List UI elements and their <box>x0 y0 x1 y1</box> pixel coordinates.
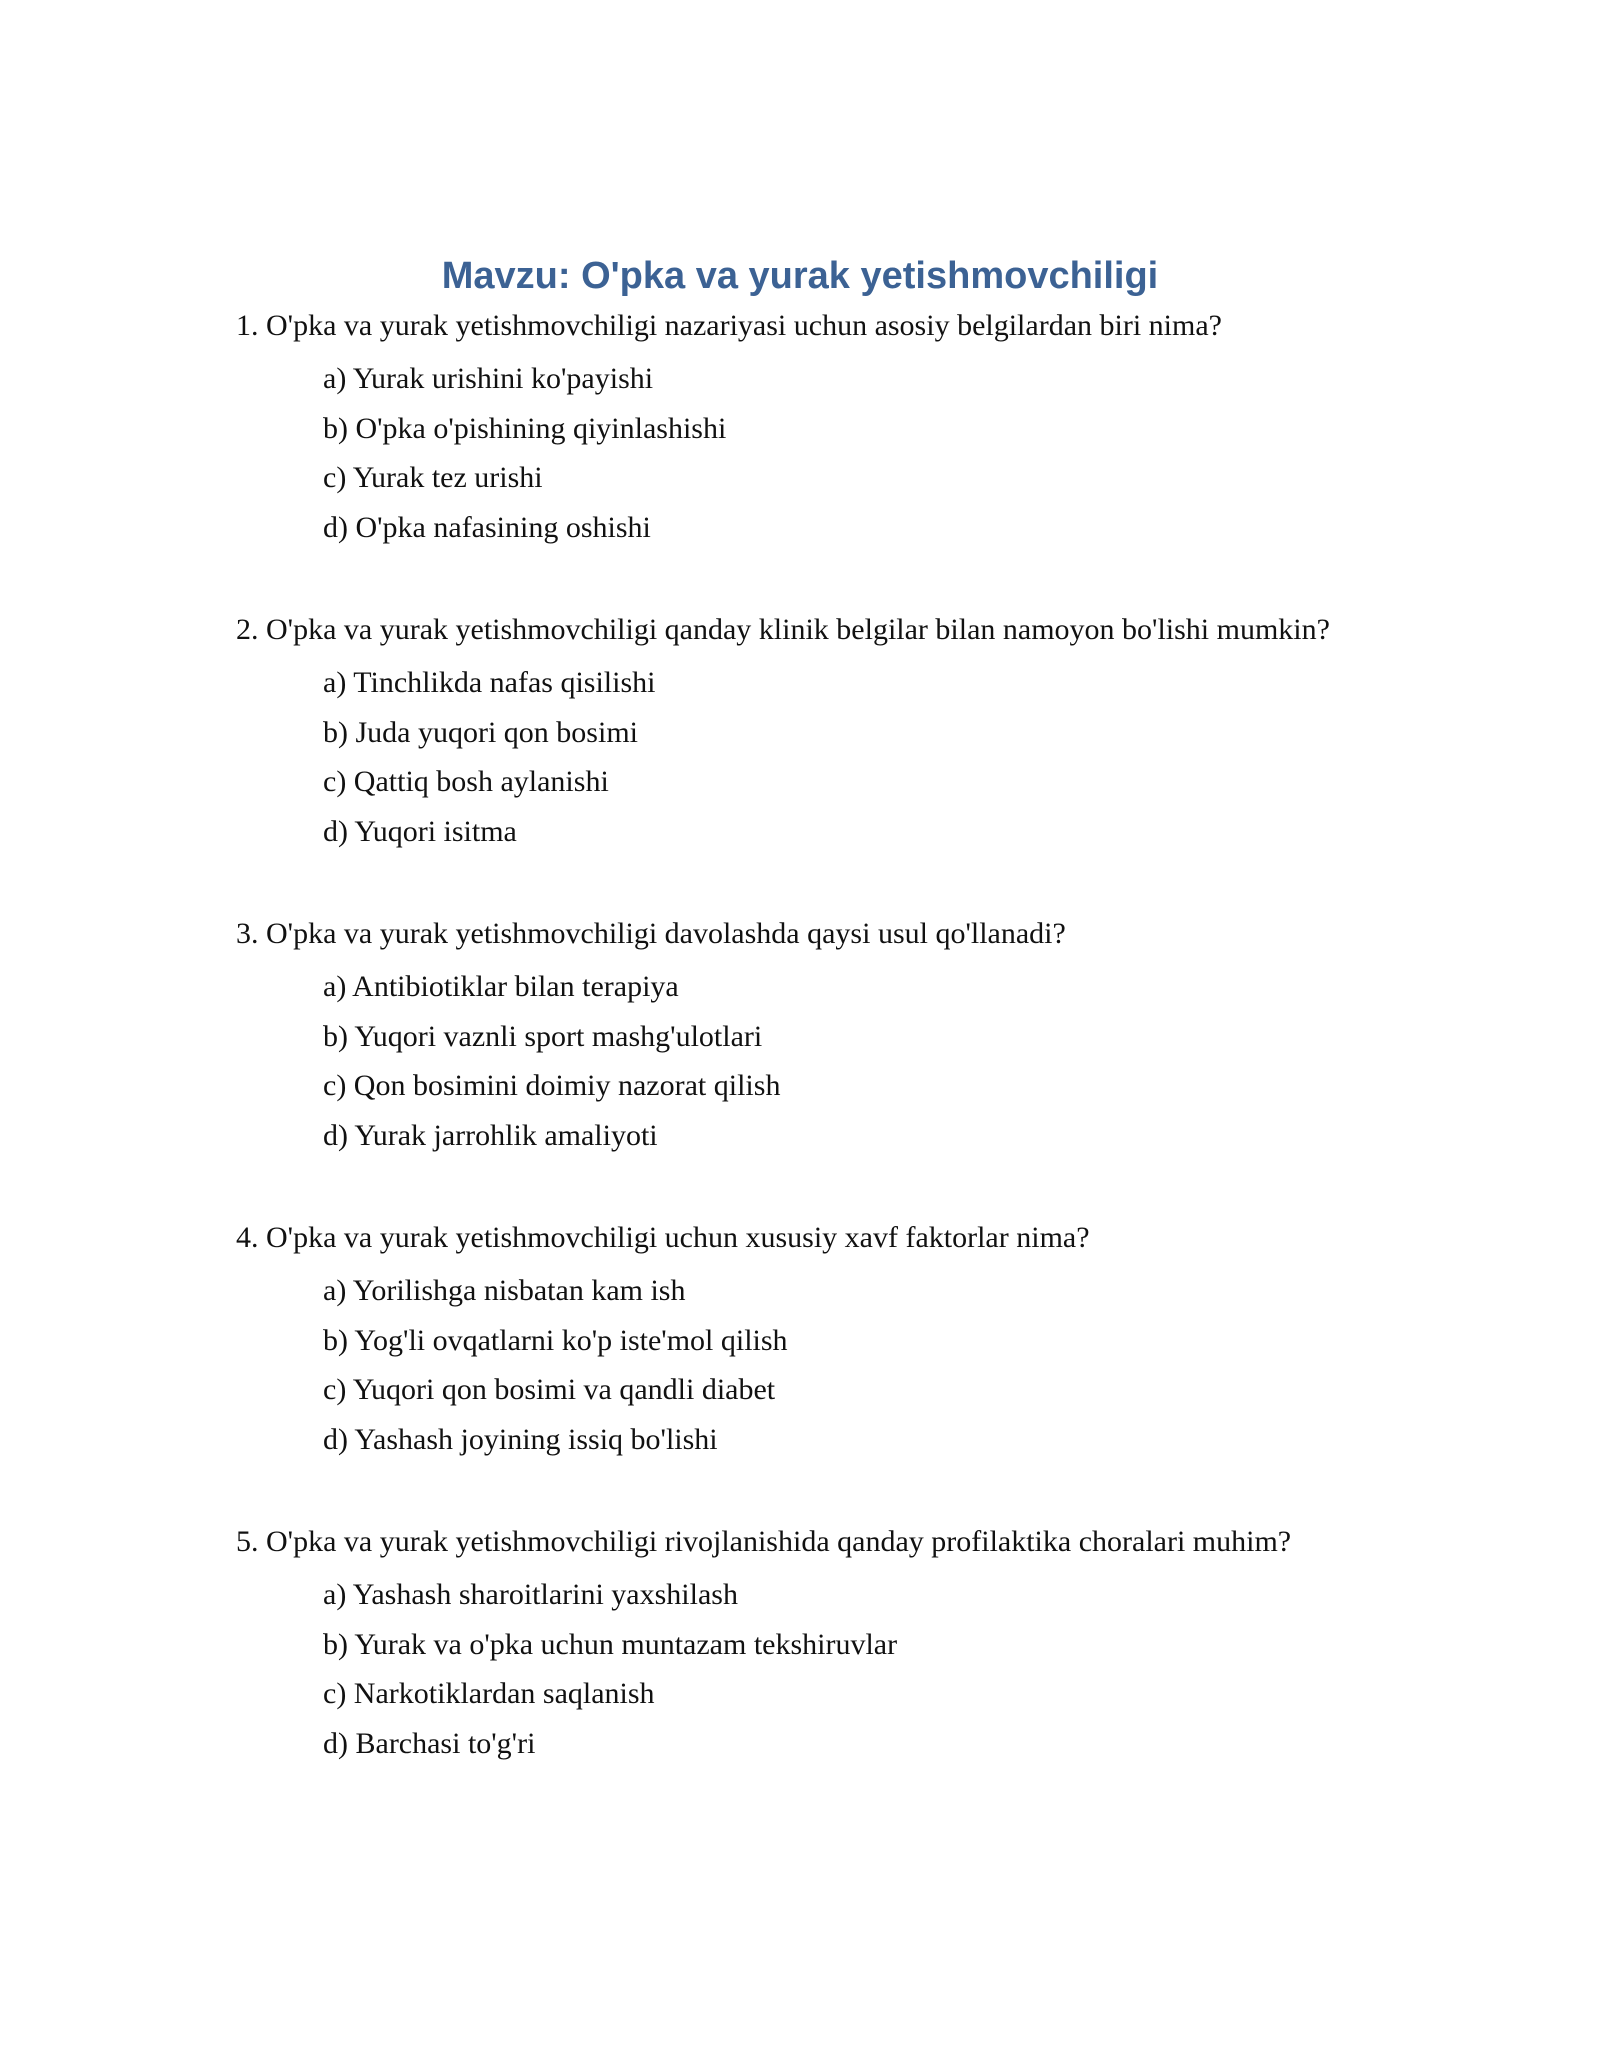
option-list <box>236 962 1366 1160</box>
option-c: c) Narkotiklardan saqlanish <box>323 1677 655 1710</box>
option-c: c) Qattiq bosh aylanishi <box>323 765 609 798</box>
question-5 <box>236 1522 1366 1768</box>
question-text: 1. O'pka va yurak yetishmovchiligi nazariyasi uchun asosiy belgilardan biri nima? <box>236 309 1222 342</box>
question-text: 4. O'pka va yurak yetishmovchiligi uchun xususiy xavf faktorlar nima? <box>236 1221 1090 1254</box>
option-c: c) Yurak tez urishi <box>323 461 543 494</box>
page-title: Mavzu: O'pka va yurak yetishmovchiligi <box>441 255 1159 297</box>
option-b: b) O'pka o'pishining qiyinlashishi <box>323 411 727 445</box>
option-d: d) Barchasi to'g'ri <box>323 1726 536 1760</box>
option-b: b) Yurak va o'pka uchun muntazam tekshiruvlar <box>323 1627 898 1661</box>
option-a: a) Antibiotiklar bilan terapiya <box>323 970 679 1003</box>
option-list <box>236 658 1366 856</box>
question-text: 5. O'pka va yurak yetishmovchiligi rivojlanishida qanday profilaktika choralari muhim? <box>236 1525 1292 1558</box>
option-c: c) Qon bosimini doimiy nazorat qilish <box>323 1069 781 1102</box>
option-d: d) Yuqori isitma <box>323 814 517 848</box>
question-4 <box>236 1218 1366 1464</box>
option-list <box>236 354 1366 552</box>
option-a: a) Tinchlikda nafas qisilishi <box>323 666 656 699</box>
question-1 <box>236 306 1366 552</box>
question-text: 3. O'pka va yurak yetishmovchiligi davolashda qaysi usul qo'llanadi? <box>236 917 1066 950</box>
option-c: c) Yuqori qon bosimi va qandli diabet <box>323 1373 776 1406</box>
option-list <box>236 1266 1366 1464</box>
question-2 <box>236 610 1366 856</box>
option-a: a) Yorilishga nisbatan kam ish <box>323 1274 686 1307</box>
option-b: b) Yuqori vaznli sport mashg'ulotlari <box>323 1019 763 1053</box>
option-a: a) Yashash sharoitlarini yaxshilash <box>323 1578 738 1611</box>
option-a: a) Yurak urishini ko'payishi <box>323 362 654 395</box>
option-d: d) Yashash joyining issiq bo'lishi <box>323 1422 718 1456</box>
option-b: b) Juda yuqori qon bosimi <box>323 715 638 749</box>
option-d: d) O'pka nafasining oshishi <box>323 510 651 544</box>
question-text: 2. O'pka va yurak yetishmovchiligi qanday klinik belgilar bilan namoyon bo'lishi mumkin? <box>236 613 1330 646</box>
quiz-list <box>236 306 1366 1826</box>
option-list <box>236 1570 1366 1768</box>
option-b: b) Yog'li ovqatlarni ko'p iste'mol qilish <box>323 1323 788 1357</box>
question-3 <box>236 914 1366 1160</box>
option-d: d) Yurak jarrohlik amaliyoti <box>323 1118 658 1152</box>
